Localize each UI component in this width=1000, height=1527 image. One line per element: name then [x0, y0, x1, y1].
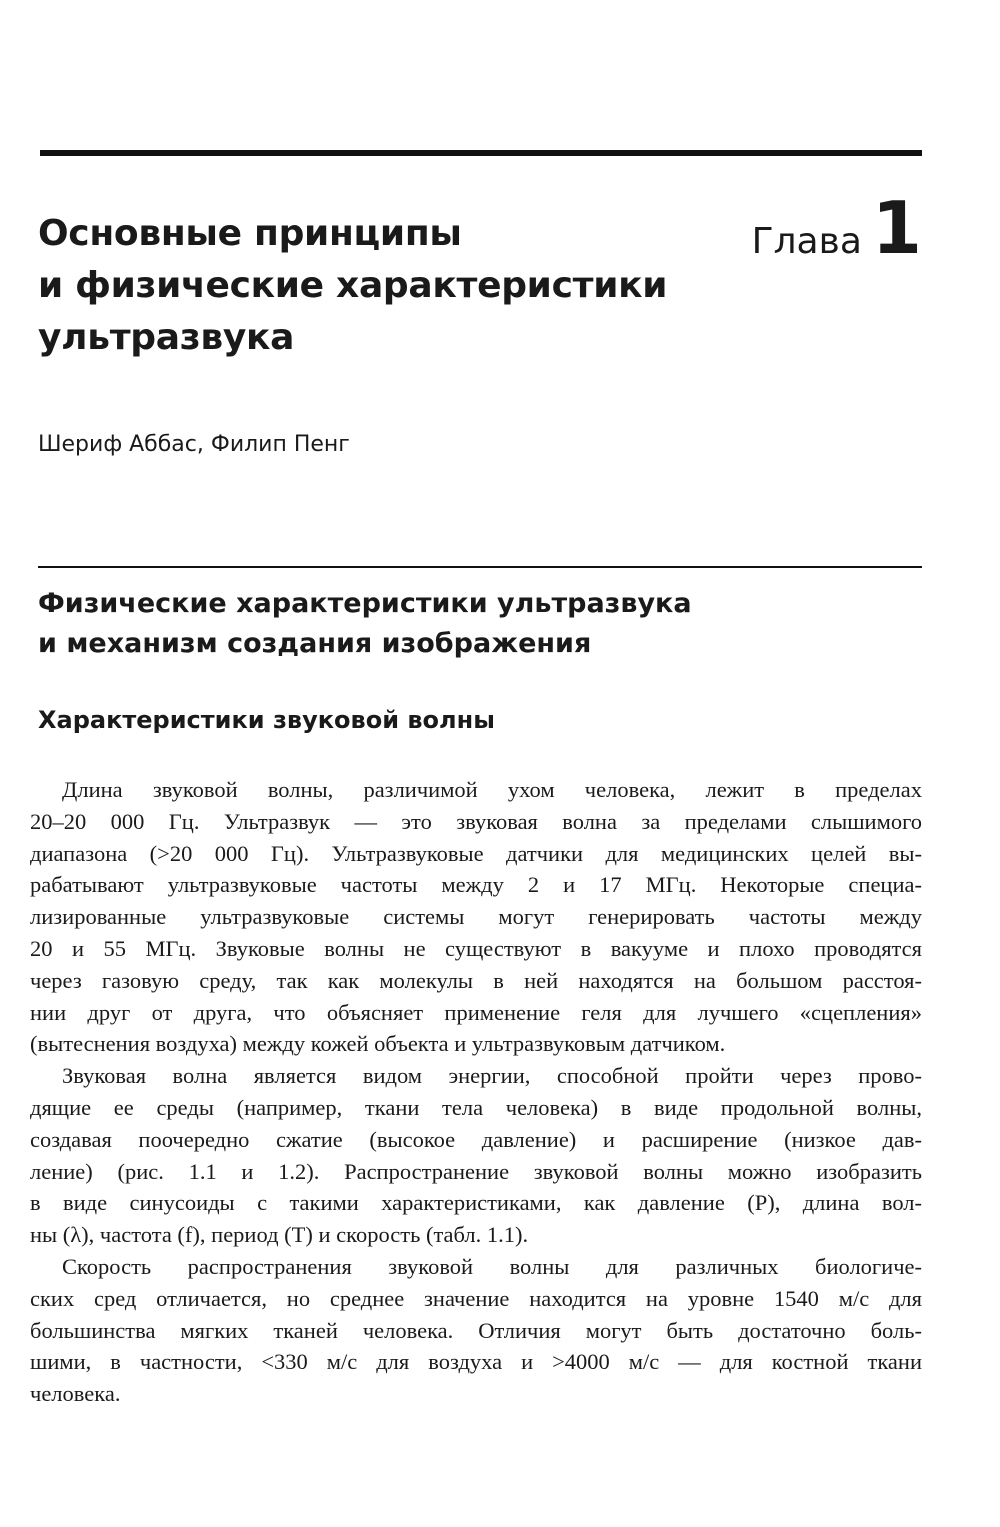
chapter-top-rule — [40, 150, 922, 156]
text-line: ление) (рис. 1.1 и 1.2). Распространение звуковой волны можно изобразить — [30, 1158, 922, 1184]
text-line: лизированные ультразвуковые системы могут генерировать частоты между — [30, 904, 922, 930]
text-line: создавая поочередно сжатие (высокое давление) и расширение (низкое дав- — [30, 1126, 922, 1152]
text-line: большинства мягких тканей человека. Отличия могут быть достаточно боль- — [30, 1317, 922, 1343]
chapter-word: Глава — [751, 221, 862, 262]
chapter-authors: Шериф Аббас, Филип Пенг — [38, 432, 350, 457]
text-line: в виде синусоиды с такими характеристиками, как давление (P), длина вол- — [30, 1190, 922, 1216]
text-line: нии друг от друга, что объясняет применение геля для лучшего «сцепления» — [30, 999, 922, 1025]
section-title-line: и механизм создания изображения — [38, 628, 592, 659]
section-title — [38, 584, 692, 664]
text-line: ны (λ), частота (f), период (T) и скорость (табл. 1.1). — [30, 1222, 529, 1248]
text-line: человека. — [30, 1381, 121, 1407]
chapter-number: 1 — [871, 186, 922, 270]
text-line: Длина звуковой волны, различимой ухом человека, лежит в пределах — [62, 777, 922, 802]
body-text — [30, 774, 922, 1410]
text-line: диапазона (>20 000 Гц). Ультразвуковые датчики для медицинских целей вы- — [30, 840, 922, 866]
chapter-title — [38, 208, 738, 364]
chapter-label — [752, 186, 922, 270]
chapter-title-line: и физические характеристики — [38, 265, 668, 306]
text-line: (вытеснения воздуха) между кожей объекта и ультразвуковым датчиком. — [30, 1031, 726, 1057]
chapter-title-line: ультразвука — [38, 317, 295, 358]
text-line: 20–20 000 Гц. Ультразвук — это звуковая волна за пределами слышимого — [30, 808, 922, 834]
section-title-line: Физические характеристики ультразвука — [38, 588, 692, 619]
text-line: Скорость распространения звуковой волны для различных биологиче- — [62, 1253, 922, 1279]
text-line: ских сред отличается, но среднее значение находится на уровне 1540 м/с для — [30, 1285, 922, 1311]
text-line: дящие ее среды (например, ткани тела человека) в виде продольной волны, — [30, 1094, 922, 1120]
text-line: 20 и 55 МГц. Звуковые волны не существуют в вакууме и плохо проводятся — [30, 935, 922, 961]
chapter-title-line: Основные принципы — [38, 213, 462, 254]
text-line: шими, в частности, <330 м/с для воздуха и >4000 м/с — для костной ткани — [30, 1349, 922, 1375]
text-line: Звуковая волна является видом энергии, способной пройти через прово- — [62, 1063, 922, 1089]
text-line: через газовую среду, так как молекулы в ней находятся на большом расстоя- — [30, 967, 922, 993]
section-rule — [38, 566, 922, 568]
text-line: рабатывают ультразвуковые частоты между 2 и 17 МГц. Некоторые специа- — [30, 872, 922, 898]
subsection-title: Характеристики звуковой волны — [38, 706, 495, 734]
